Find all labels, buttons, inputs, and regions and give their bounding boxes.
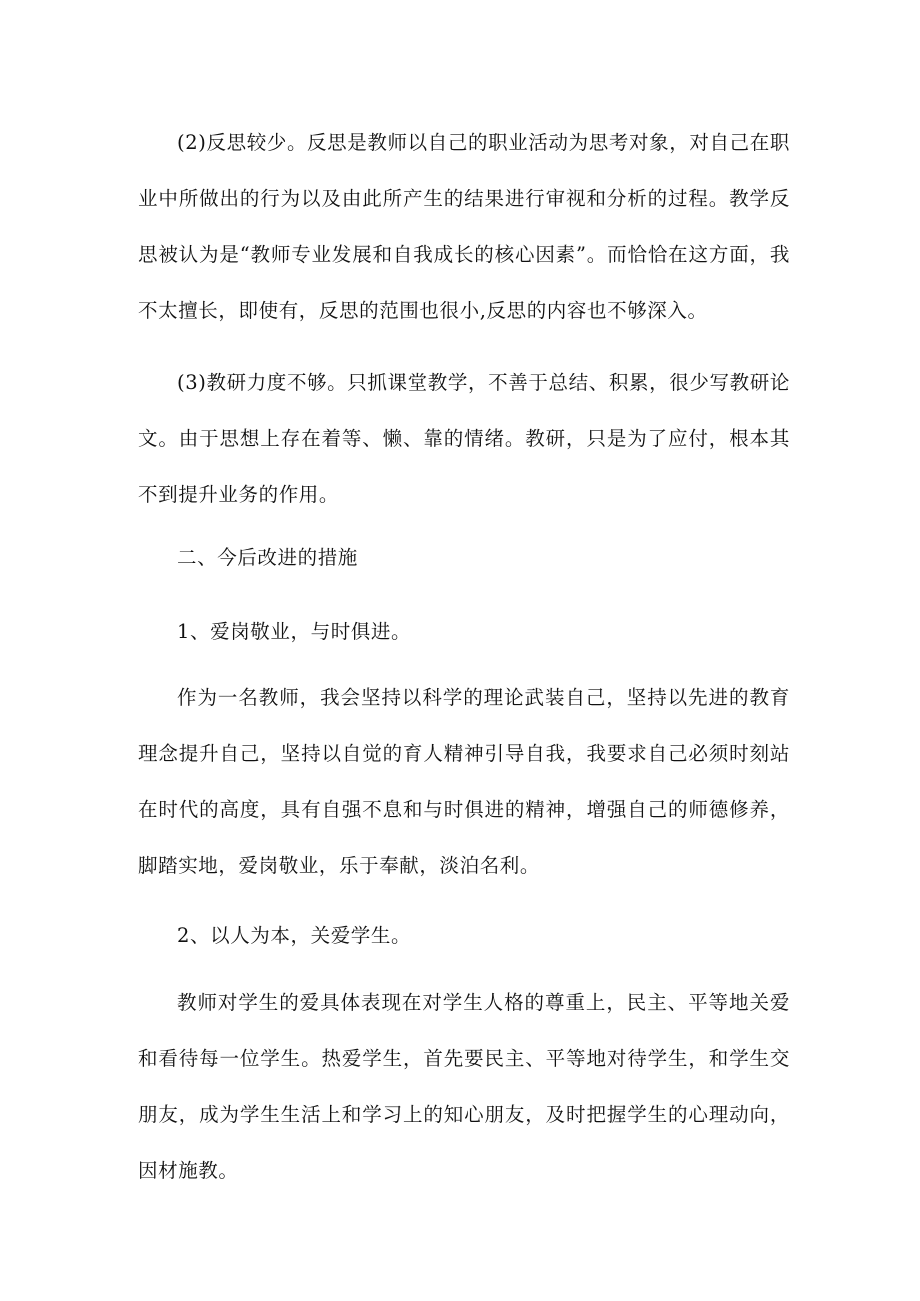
paragraph-teaching-research: (3)教研力度不够。只抓课堂教学，不善于总结、积累，很少写教研论文。由于思想上存在着等、懒、靠的情绪。教研，只是为了应付，根本其不到提升业务的作用。 bbox=[138, 371, 790, 506]
paragraph-care-for-students: 教师对学生的爱具体表现在对学生人格的尊重上，民主、平等地关爱和看待每一位学生。热爱学生，首先要民主、平等地对待学生，和学生交朋友，成为学生生活上和学习上的知心朋友，及时把握学生的心理动向，因材施教。 bbox=[138, 991, 790, 1182]
paragraph-dedication: 作为一名教师，我会坚持以科学的理论武装自己，坚持以先进的教育理念提升自己，坚持以自觉的育人精神引导自我，我要求自己必须时刻站在时代的高度，具有自强不息和与时俱进的精神，增强自己的师德修养，脚踏实地，爱岗敬业，乐于奉献，淡泊名利。 bbox=[138, 686, 790, 877]
subheading-dedication: 1、爱岗敬业，与时俱进。 bbox=[177, 620, 412, 643]
section-heading-improvement-measures: 二、今后改进的措施 bbox=[177, 546, 358, 569]
paragraph-reflection: (2)反思较少。反思是教师以自己的职业活动为思考对象，对自己在职业中所做出的行为以及由此所产生的结果进行审视和分析的过程。教学反思被认为是“教师专业发展和自我成长的核心因素”。而恰恰在这方面，我不太擅长，即使有，反思的范围也很小,反思的内容也不够深入。 bbox=[138, 131, 790, 322]
subheading-care-for-students: 2、以人为本，关爱学生。 bbox=[177, 924, 412, 947]
